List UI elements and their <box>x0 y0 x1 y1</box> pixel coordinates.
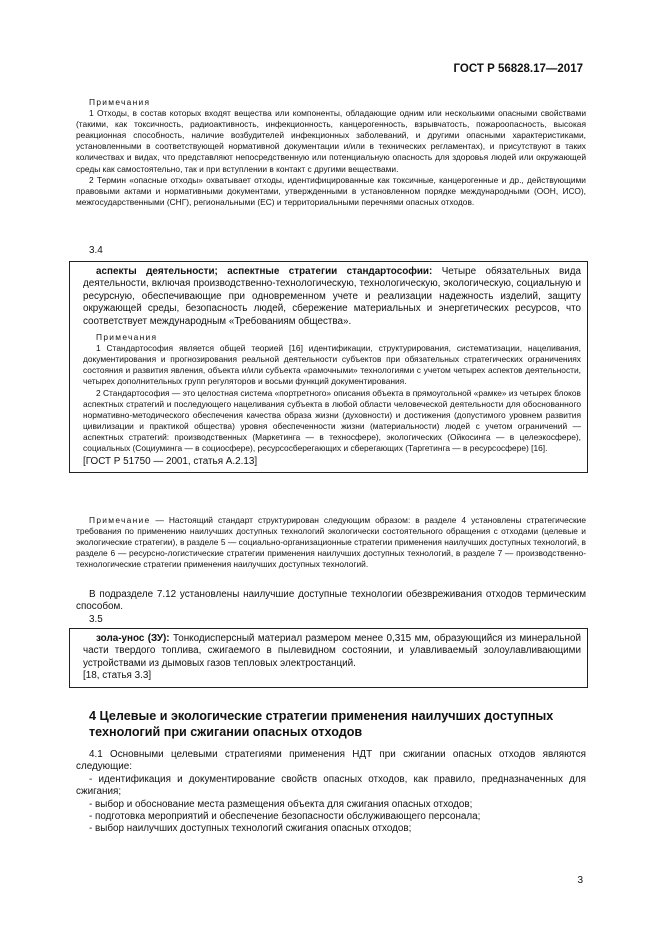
list-item: - идентификация и документирование свойств опасных отходов, как правило, предназначенных для сжигания; <box>76 773 586 798</box>
note-1: 1 Отходы, в состав которых входят вещества или компоненты, обладающие одним или несколькими опасными свойствами (такими, как токсичность, радиоактивность, инфекционность, канцерогенность, взрывчатость, пожароопасность, высокая реакционная способность, наличие возбудителей инфекционных заболеваний, и другими опасными характеристиками, установленными в соответствующей нормативной документации и/или в технических регламентах), и присутствуют в таких количествах и видах, что представляют непосредственную или потенциальную опасность для здоровья людей или окружающей среды как самостоятельно, так и при вступлении в контакт с другими веществами. <box>76 108 586 174</box>
notes-block-1 <box>76 97 586 208</box>
structure-note <box>76 515 586 570</box>
term-definition <box>83 633 581 670</box>
term-box-3-5 <box>69 628 588 688</box>
section-heading-line-1: 4 Целевые и экологические стратегии применения наилучших доступных <box>89 709 554 723</box>
standard-number: ГОСТ Р 56828.17—2017 <box>453 63 583 75</box>
list-item: - подготовка мероприятий и обеспечение безопасности обслуживающего персонала; <box>89 811 481 823</box>
term-number: 3.4 <box>89 245 103 256</box>
notes-title: Примечания <box>89 97 151 107</box>
paragraph-4-1: 4.1 Основными целевыми стратегиями применения НДТ при сжигании опасных отходов являются следующие: <box>76 749 586 773</box>
page-number: 3 <box>577 875 583 886</box>
paragraph-7-12 <box>76 589 586 626</box>
note-2: 2 Стандартософия — это целостная система «портретного» описания объекта в прямоугольной «рамке» из четырех блоков аспектных стратегий и последующего нацеливания субъекта в любой области человеческой деятельности для обоснованного нормативно-методического обеспечения качества образа жизни (духовности) и достижения (допустимого уровнем развития цивилизации и практикой общества) уровня обеспеченности жизни (материальности) людей с учетом ограничений — аспектных стратегий: производственных (Маркетинга — в техносфере), экологических (Ойкосинга — в целеэкосфере), социальных (Социуминга — в социосфере), ресурсосберегающих и сберегающих (Таргетинга — в ресурсосфере) [16]. <box>83 387 581 453</box>
note-body: — Настоящий стандарт структурирован следующим образом: в разделе 4 установлены стратегические требования по применению наилучших доступных технологий экологически состоятельного обращения с отходами (целевые и экологические стратегии), в разделе 5 — социально-организационные стратегии применения наилучших доступных технологий, в разделе 6 — ресурсно-логистические стратегии применения наилучших доступных технологий, в разделе 7 — производственно-технологические стратегии применения наилучших доступных технологий. <box>76 515 586 570</box>
note-label: Примечание <box>89 515 151 525</box>
list-item: - выбор наилучших доступных технологий сжигания опасных отходов; <box>89 823 412 835</box>
term-name: аспекты деятельности; аспектные стратегии стандартософии: <box>96 266 433 277</box>
note-1: 1 Стандартософия является общей теорией [16] идентификации, структурирования, систематизации, нацеливания, документирования и прогнозирования реальной деятельности субъектов при обязательных стратегических ограничениях состояния и развития явления, объекта и/или субъекта «рамочными» технологиями с учетом четырех аспектов деятельности, четырех дополнительных групп регуляторов и восьми функций документирования. <box>83 343 581 387</box>
term-name: зола-унос (ЗУ): <box>96 633 170 644</box>
term-reference: [ГОСТ Р 51750 — 2001, статья А.2.13] <box>83 456 258 468</box>
term-number: 3.5 <box>89 613 103 625</box>
term-definition <box>83 266 581 328</box>
section-4 <box>76 708 586 836</box>
paragraph-text: В подразделе 7.12 установлены наилучшие доступные технологии обезвреживания отходов термическим способом. <box>76 589 586 613</box>
term-text: Четыре обязательных вида деятельности, включая производственно-технологическую, технологическую, экологическую, социальную и ресурсную, обеспечивающие при одновременном учете и реализации надежность изделий, защиту окружающей среды, безопасность людей, сбережение материальных и энергетических ресурсов, что соответствует международным «Требованиям общества». <box>83 266 581 327</box>
structure-note-text <box>76 515 586 570</box>
term-reference: [18, статья 3.3] <box>83 670 152 682</box>
list-item: - выбор и обоснование места размещения объекта для сжигания опасных отходов; <box>89 798 473 810</box>
section-3-4-number <box>76 245 586 257</box>
term-text: Тонкодисперсный материал размером менее 0,315 мм, образующийся из минеральной части твердого топлива, сжигаемого в пылевидном состоянии, и улавливаемый золоулавливающими устройствами из дымовых газов тепловых электростанций. <box>83 633 581 669</box>
section-heading-line-2: технологий при сжигании опасных отходов <box>89 725 363 739</box>
note-2: 2 Термин «опасные отходы» охватывает отходы, идентифицированные как токсичные, канцерогенные и др., действующими правовыми актами и нормативными документами, утвержденными в установленном порядке международными (ООН, ИСО), межгосударственными (СНГ), региональными (ЕС) и территориальными перечнями опасных отходов. <box>76 174 586 207</box>
notes-title: Примечания <box>96 332 158 343</box>
term-box-3-4 <box>69 261 588 473</box>
